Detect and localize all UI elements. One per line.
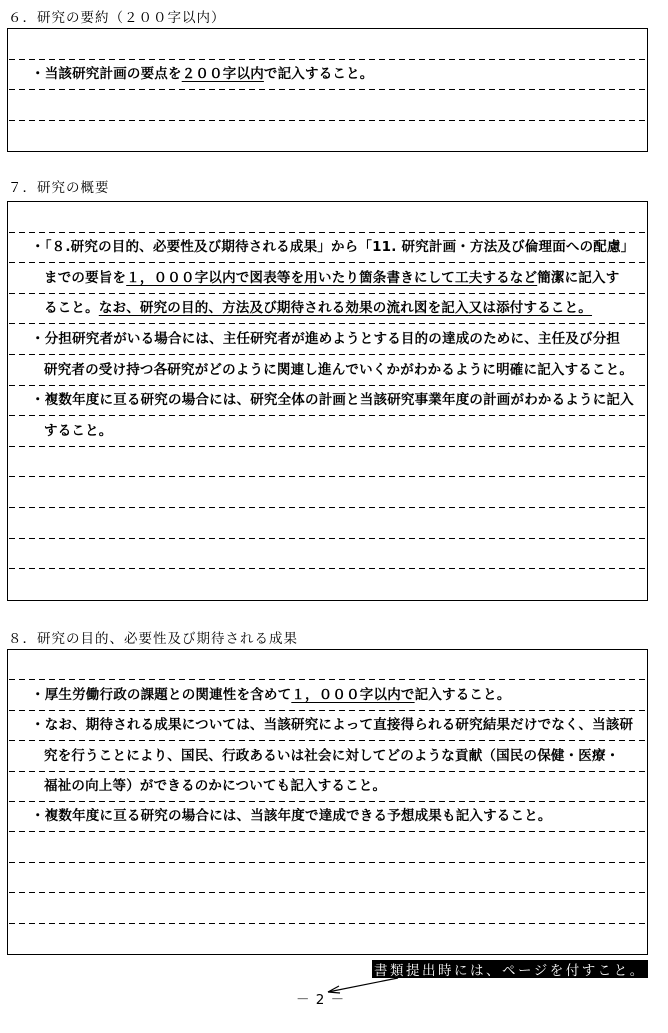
section-8-box [7, 649, 648, 955]
form-row [8, 29, 647, 60]
form-row [8, 90, 647, 121]
instruction-line [8, 719, 633, 733]
underlined-text: ２００字以内 [181, 66, 264, 82]
form-row [8, 569, 647, 600]
instruction-line [8, 747, 620, 764]
underlined-text: なお、研究の目的、方法及び期待される効果の流れ図を記入又は添付すること。 [98, 300, 593, 317]
form-row [8, 539, 647, 570]
form-row [8, 772, 647, 802]
form-row [8, 233, 647, 264]
form-row [8, 121, 647, 152]
text: までの要旨を [44, 269, 127, 286]
form-row [8, 263, 647, 294]
section-6-box [7, 28, 648, 152]
text: 記入すること。 [414, 686, 511, 703]
text: ること。 [44, 300, 99, 317]
instruction-line [8, 330, 621, 347]
text: 究を行うことにより、国民、行政あるいは社会に対してどのような貢献（国民の保健・医療・ [44, 747, 620, 764]
underlined-text: １，０００字以内で [291, 686, 415, 703]
instruction-line [8, 302, 592, 316]
page-number: － 2 － [296, 992, 346, 1008]
text: すること。 [44, 422, 113, 439]
page-footer-note: 書類提出時には、ページを付すこと。 [372, 960, 648, 978]
form-row [8, 324, 647, 355]
instruction-line [8, 422, 113, 439]
form-row [8, 680, 647, 710]
form-row [8, 863, 647, 893]
text: で記入すること。 [263, 66, 374, 82]
instruction-line [8, 810, 552, 824]
form-row [8, 416, 647, 447]
instruction-line [8, 241, 634, 255]
instruction-line [8, 394, 634, 408]
form-row [8, 924, 647, 954]
form-row [8, 477, 647, 508]
instruction-line [8, 780, 386, 794]
form-row [8, 893, 647, 923]
form-row [8, 294, 647, 325]
text: ・なお、期待される成果については、当該研究によって直接得られる研究結果だけでなく、当該研 [31, 717, 634, 734]
text: 簡潔に記入す [537, 269, 620, 286]
form-row [8, 508, 647, 539]
instruction-line [8, 68, 374, 82]
text: ・「８.研究の目的、必要性及び期待される成果」から「11. 研究計画・方法及び倫理面への配慮」 [31, 239, 635, 256]
text: ・複数年度に亘る研究の場合には、研究全体の計画と当該研究事業年度の計画がわかるように記入 [31, 392, 634, 409]
form-row [8, 60, 647, 91]
text: ・厚生労働行政の課題との関連性を含めて [31, 686, 292, 703]
form-row [8, 802, 647, 832]
section-7-box [7, 201, 648, 601]
section-8-title: ８．研究の目的、必要性及び期待される成果 [8, 631, 298, 647]
form-row [8, 650, 647, 680]
instruction-line [8, 269, 620, 286]
text: ・分担研究者がいる場合には、主任研究者が進めようとする目的の達成のために、主任及び分担 [31, 330, 621, 347]
text: 福祉の向上等）ができるのかについても記入すること。 [44, 778, 387, 795]
text: ・複数年度に亘る研究の場合には、当該年度で達成できる予想成果も記入すること。 [31, 808, 552, 825]
instruction-line [8, 686, 511, 703]
text: ・当該研究計画の要点を [31, 66, 182, 82]
instruction-line [8, 361, 634, 378]
form-row [8, 355, 647, 386]
form-row [8, 202, 647, 233]
form-row [8, 832, 647, 862]
form-row [8, 386, 647, 417]
section-6-title: ６．研究の要約（２００字以内） [8, 10, 226, 26]
text: 研究者の受け持つ各研究がどのように関連し進んでいくかがわかるように明確に記入すること。 [44, 361, 634, 378]
form-row [8, 447, 647, 478]
section-7-title: ７．研究の概要 [8, 180, 110, 196]
form-row [8, 741, 647, 771]
form-row [8, 711, 647, 741]
underlined-text: １，０００字以内で図表等を用いたり箇条書きにして工夫するなど [126, 269, 538, 286]
